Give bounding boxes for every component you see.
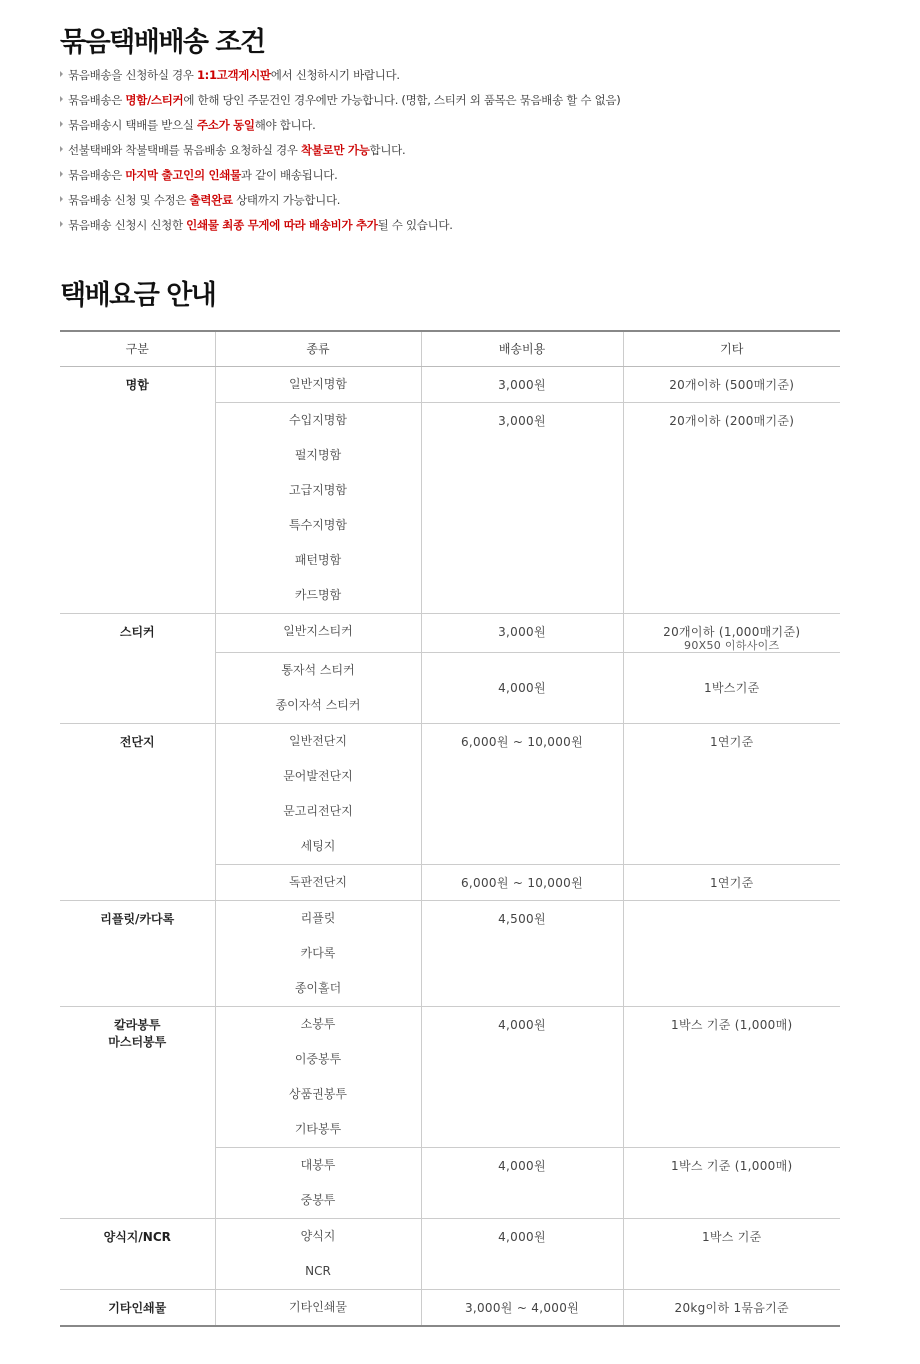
category-label: 전단지 [119,734,155,749]
condition-highlight: 주소가 동일 [196,118,255,132]
etc-cell [623,723,840,864]
kind-label: 중봉투 [300,1192,336,1207]
kind-label: 세팅지 [300,838,336,853]
category-label: 칼라봉투 [114,1017,161,1032]
condition-item [60,91,620,116]
kind-label: 패턴명함 [294,552,342,567]
condition-highlight: 착불로만 가능 [300,143,370,157]
condition-text: 합니다. [369,143,406,157]
category-cell [60,366,215,613]
bullet-icon [60,221,63,227]
etc-label: 1연기준 [709,875,754,890]
etc-cell [623,1006,840,1147]
condition-item [60,166,620,191]
cost-cell: 4,000원 [421,1147,623,1218]
kind-label: 종이홀더 [294,980,342,995]
table-row [60,1218,840,1289]
kind-cell [215,723,421,864]
bundle-shipping-conditions [60,66,620,241]
etc-label: 20개이하 (200매기준) [669,413,795,428]
etc-label: 1박스 기준 [701,1229,762,1244]
header-category: 구분 [60,331,215,366]
condition-text: 에 한해 당인 주문건인 경우에만 가능합니다. (명함, 스티커 외 품목은 묶음배송 할 수 없음) [183,93,621,107]
kind-label: 기타봉투 [294,1121,342,1136]
condition-text: 에서 신청하시기 바랍니다. [270,68,400,82]
condition-highlight: 명함/스티커 [125,93,184,107]
cost-cell: 3,000원 [421,613,623,652]
etc-label: 1박스 기준 (1,000매) [671,1158,793,1173]
table-row [60,900,840,1006]
kind-label: 문어발전단지 [283,768,353,783]
category-cell [60,900,215,1006]
condition-highlight: 인쇄물 최종 무게에 따라 배송비가 추가 [186,218,378,232]
condition-text: 해야 합니다. [254,118,316,132]
kind-label: NCR [305,1263,331,1278]
condition-item [60,191,620,216]
etc-label: 1박스 기준 (1,000매) [671,1017,793,1032]
cost-cell: 3,000원 [421,366,623,402]
etc-cell [623,864,840,900]
cost-cell: 6,000원 ~ 10,000원 [421,864,623,900]
kind-cell [215,1289,421,1326]
kind-cell [215,1218,421,1289]
kind-label: 카다록 [300,945,336,960]
kind-label: 종이자석 스티커 [275,697,361,712]
category-cell [60,613,215,723]
kind-label: 상품권봉투 [289,1086,347,1101]
kind-cell [215,900,421,1006]
condition-text: 묶음배송은 [68,168,126,182]
category-label: 명함 [125,377,149,392]
kind-cell [215,613,421,652]
etc-cell [623,900,840,1006]
bullet-icon [60,121,63,127]
kind-cell [215,366,421,402]
condition-text: 묶음배송 신청 및 수정은 [68,193,190,207]
etc-cell [623,1147,840,1218]
category-label: 리플릿/카다록 [100,911,175,926]
etc-label: 20kg이하 1묶음기준 [674,1300,789,1315]
kind-label: 독판전단지 [289,874,347,889]
etc-sub-label: 90X50 이하사이즈 [684,638,780,652]
kind-cell [215,1147,421,1218]
condition-text: 묶음배송시 택배를 받으실 [68,118,197,132]
kind-label: 카드명함 [294,587,342,602]
etc-cell [623,402,840,613]
condition-text: 묶음배송 신청시 신청한 [68,218,187,232]
kind-cell [215,402,421,613]
table-row [60,613,840,652]
header-cost: 배송비용 [421,331,623,366]
header-etc: 기타 [623,331,840,366]
etc-cell [623,1289,840,1326]
category-label: 스티커 [119,624,155,639]
bullet-icon [60,96,63,102]
table-row [60,1006,840,1147]
kind-label: 특수지명함 [289,517,347,532]
etc-label: 1박스기준 [703,680,760,695]
etc-cell [623,1218,840,1289]
condition-item [60,66,620,91]
header-kind: 종류 [215,331,421,366]
kind-label: 일반전단지 [289,733,347,748]
etc-label: 1연기준 [709,734,754,749]
kind-cell [215,652,421,723]
condition-text: 상태까지 가능합니다. [232,193,341,207]
table-header-row [60,331,840,366]
category-cell [60,1218,215,1289]
condition-text: 될 수 있습니다. [377,218,453,232]
condition-highlight: 1:1고객게시판 [196,68,271,82]
etc-cell [623,613,840,652]
bullet-icon [60,71,63,77]
category-label: 기타인쇄물 [108,1300,167,1315]
kind-cell [215,864,421,900]
shipping-fee-table [60,330,840,1327]
condition-highlight: 출력완료 [189,193,233,207]
kind-label: 문고리전단지 [283,803,353,818]
kind-label: 리플릿 [300,910,336,925]
bundle-shipping-title: 묶음택배배송 조건 [60,27,265,58]
kind-label: 일반지명함 [289,376,347,391]
bullet-icon [60,196,63,202]
cost-cell: 6,000원 ~ 10,000원 [421,723,623,864]
cost-cell: 4,000원 [421,1218,623,1289]
cost-cell: 4,500원 [421,900,623,1006]
category-cell [60,723,215,900]
category-cell [60,1006,215,1218]
cost-cell: 3,000원 [421,402,623,613]
shipping-fee-title: 택배요금 안내 [60,280,216,311]
condition-text: 과 같이 배송됩니다. [240,168,338,182]
condition-item [60,141,620,166]
cost-cell: 3,000원 ~ 4,000원 [421,1289,623,1326]
etc-cell [623,366,840,402]
kind-label: 이중봉투 [294,1051,342,1066]
table-row [60,366,840,402]
kind-label: 고급지명함 [289,482,347,497]
cost-cell: 4,000원 [421,1006,623,1147]
condition-item [60,216,620,241]
kind-label: 일반지스티커 [283,623,353,638]
etc-label: 20개이하 (500매기준) [669,377,795,392]
category-cell [60,1289,215,1326]
condition-text: 묶음배송을 신청하실 경우 [68,68,197,82]
kind-cell [215,1006,421,1147]
condition-text: 묶음배송은 [68,93,126,107]
condition-text: 선불택배와 착불택배를 묶음배송 요청하실 경우 [68,143,301,157]
bullet-icon [60,146,63,152]
kind-label: 기타인쇄물 [289,1299,347,1314]
kind-label: 통자석 스티커 [281,662,355,677]
condition-highlight: 마지막 출고인의 인쇄물 [125,168,241,182]
etc-label: 20개이하 (1,000매기준) [663,624,801,639]
kind-label: 펄지명함 [294,447,342,462]
kind-label: 수입지명함 [289,412,347,427]
bullet-icon [60,171,63,177]
table-row [60,1289,840,1326]
cost-cell: 4,000원 [421,652,623,723]
kind-label: 소봉투 [300,1016,336,1031]
etc-cell [623,652,840,723]
kind-label: 양식지 [300,1228,336,1243]
condition-item [60,116,620,141]
kind-label: 대봉투 [300,1157,336,1172]
category-label: 양식지/NCR [103,1229,171,1244]
table-row [60,723,840,864]
category-label: 마스터봉투 [108,1034,167,1049]
